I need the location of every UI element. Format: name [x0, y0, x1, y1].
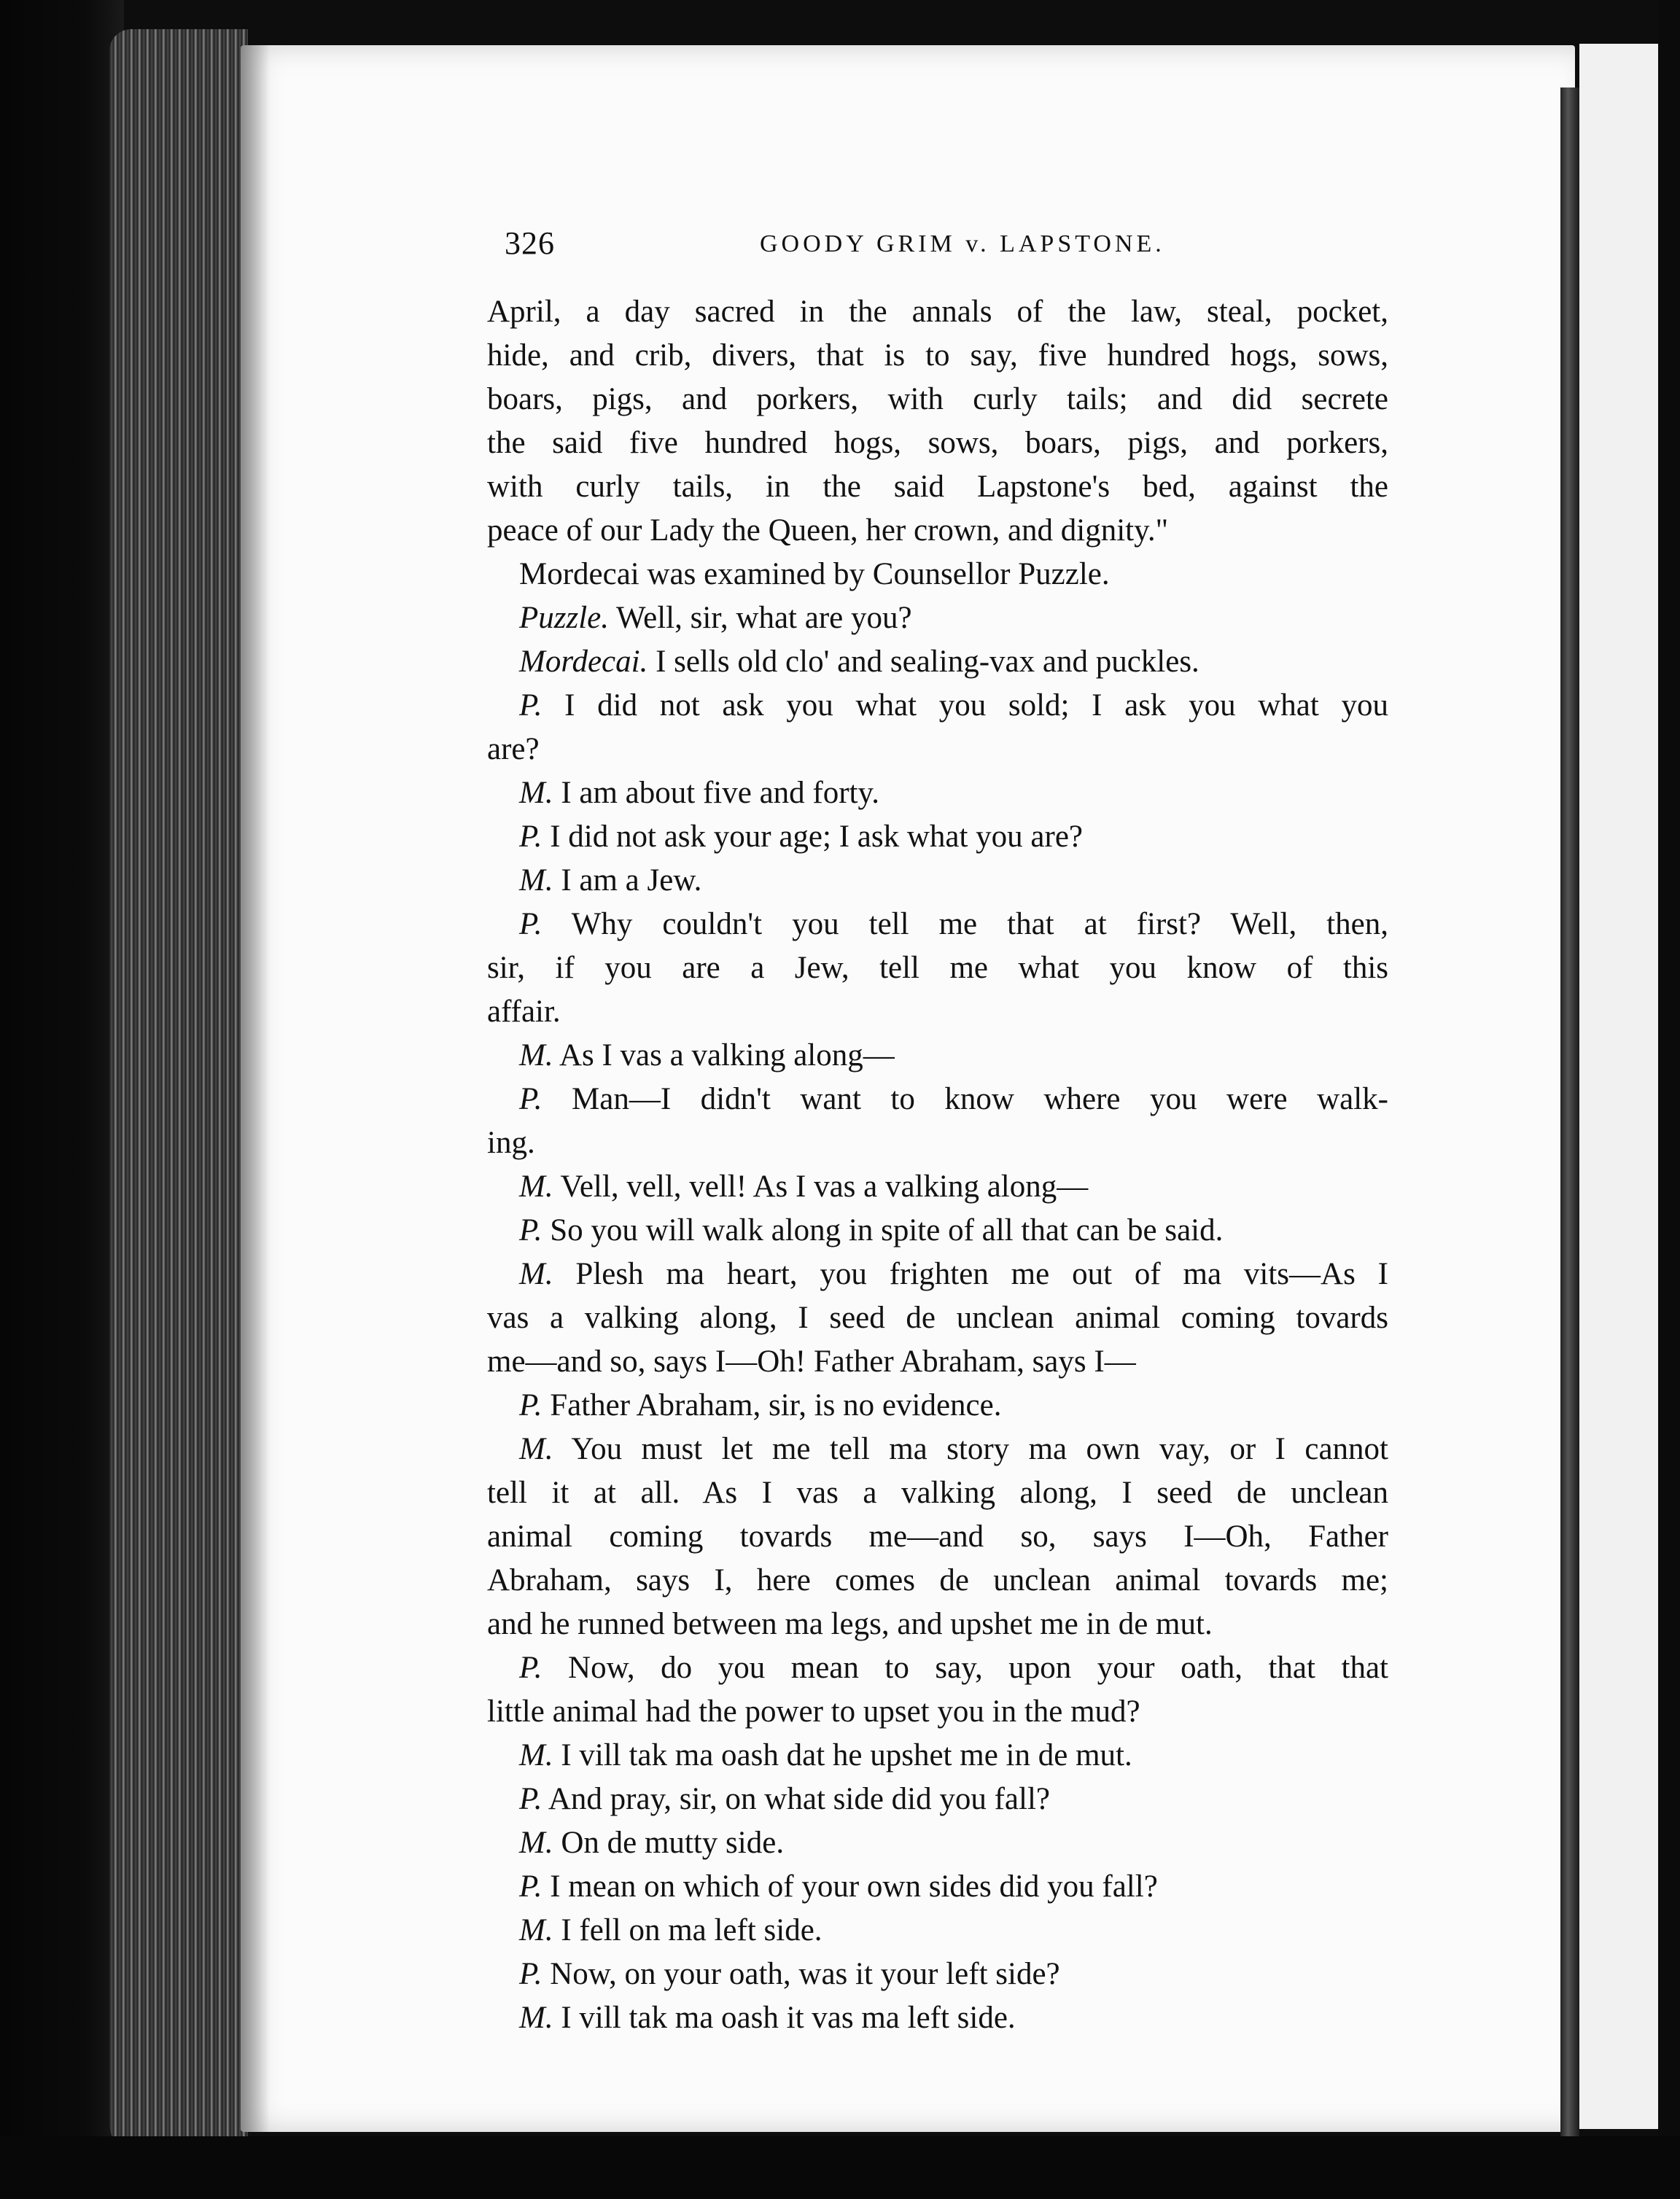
- speaker-label: Mordecai.: [519, 645, 648, 679]
- line-text: Man—I didn't want to know where you were walk-: [542, 1082, 1388, 1116]
- line-text: I am a Jew.: [553, 863, 702, 898]
- line-text: Abraham, says I, here comes de unclean animal tovards me;: [487, 1563, 1388, 1597]
- text-line: [487, 553, 1388, 596]
- speaker-label: M.: [519, 1432, 553, 1466]
- line-text: I did not ask your age; I ask what you are?: [542, 820, 1084, 854]
- speaker-label: P.: [519, 1213, 542, 1248]
- speaker-label: M.: [519, 1257, 553, 1291]
- line-text: animal coming tovards me—and so, says I—Oh, Father: [487, 1519, 1388, 1554]
- line-text: Well, sir, what are you?: [609, 601, 912, 635]
- line-text: affair.: [487, 995, 561, 1029]
- text-line: [487, 1865, 1388, 1909]
- text-line: [487, 728, 1388, 771]
- text-line: [487, 334, 1388, 378]
- text-line: [487, 684, 1388, 728]
- facing-page-spine: [1560, 87, 1579, 2144]
- line-text: You must let me tell ma story ma own vay, or I cannot: [553, 1432, 1388, 1466]
- speaker-label: M.: [519, 1038, 553, 1073]
- text-line: [487, 1296, 1388, 1340]
- line-text: I vill tak ma oash it vas ma left side.: [553, 2001, 1016, 2035]
- text-line: [487, 421, 1388, 465]
- facing-page-sliver: [1579, 44, 1658, 2129]
- speaker-label: P.: [519, 820, 542, 854]
- text-line: [487, 1515, 1388, 1559]
- line-text: and he runned between ma legs, and upshet me in de mut.: [487, 1607, 1213, 1641]
- text-line: [487, 290, 1388, 334]
- line-text: And pray, sir, on what side did you fall?: [542, 1782, 1050, 1816]
- text-line: [487, 1471, 1388, 1515]
- line-text: As I vas a valking along—: [553, 1038, 895, 1073]
- text-line: [487, 903, 1388, 946]
- text-line: [487, 1078, 1388, 1121]
- scanner-border-right: [1658, 0, 1680, 2199]
- text-line: [487, 859, 1388, 903]
- line-text: Father Abraham, sir, is no evidence.: [542, 1388, 1002, 1422]
- text-line: [487, 1209, 1388, 1253]
- speaker-label: P.: [519, 1869, 542, 1904]
- speaker-label: P.: [519, 1082, 542, 1116]
- text-line: [487, 771, 1388, 815]
- text-line: [487, 1603, 1388, 1646]
- line-text: me—and so, says I—Oh! Father Abraham, says I—: [487, 1344, 1136, 1379]
- line-text: Vell, vell, vell! As I vas a valking along—: [553, 1169, 1089, 1204]
- line-text: Why couldn't you tell me that at first? Well, then,: [542, 907, 1388, 941]
- scanner-border-bottom: [0, 2136, 1680, 2199]
- text-line: [487, 946, 1388, 990]
- line-text: hide, and crib, divers, that is to say, five hundred hogs, sows,: [487, 338, 1388, 373]
- text-line: [487, 596, 1388, 640]
- gutter-shadow: [241, 45, 270, 2132]
- speaker-label: Puzzle.: [519, 601, 610, 635]
- line-text: Now, do you mean to say, upon your oath, that that: [542, 1651, 1388, 1685]
- text-line: [487, 1953, 1388, 1996]
- text-line: [487, 1646, 1388, 1690]
- text-line: [487, 990, 1388, 1034]
- text-line: [487, 1384, 1388, 1428]
- speaker-label: P.: [519, 907, 542, 941]
- text-line: [487, 1121, 1388, 1165]
- line-text: little animal had the power to upset you in the mud?: [487, 1694, 1140, 1729]
- text-line: [487, 1165, 1388, 1209]
- line-text: the said five hundred hogs, sows, boars, pigs, and porkers,: [487, 426, 1388, 460]
- line-text: On de mutty side.: [553, 1826, 785, 1860]
- line-text: vas a valking along, I seed de unclean animal coming tovards: [487, 1301, 1388, 1335]
- text-line: [487, 1734, 1388, 1778]
- text-line: [487, 1821, 1388, 1865]
- text-line: [487, 1428, 1388, 1471]
- body-text: [487, 290, 1388, 2040]
- text-line: [487, 1559, 1388, 1603]
- speaker-label: P.: [519, 688, 542, 723]
- speaker-label: P.: [519, 1957, 542, 1991]
- book-page-edges: [109, 29, 248, 2165]
- line-text: I did not ask you what you sold; I ask you what you: [542, 688, 1388, 723]
- text-line: [487, 1909, 1388, 1953]
- text-line: [487, 1778, 1388, 1821]
- text-line: [487, 378, 1388, 421]
- text-line: [487, 1034, 1388, 1078]
- line-text: I fell on ma left side.: [553, 1913, 822, 1947]
- line-text: Now, on your oath, was it your left side?: [542, 1957, 1060, 1991]
- speaker-label: M.: [519, 2001, 553, 2035]
- line-text: Mordecai was examined by Counsellor Puzzle.: [519, 557, 1110, 591]
- line-text: ing.: [487, 1126, 535, 1160]
- line-text: I sells old clo' and sealing-vax and puckles.: [648, 645, 1199, 679]
- text-line: [487, 815, 1388, 859]
- speaker-label: P.: [519, 1782, 542, 1816]
- line-text: peace of our Lady the Queen, her crown, and dignity.": [487, 513, 1169, 548]
- speaker-label: M.: [519, 863, 553, 898]
- speaker-label: M.: [519, 1738, 553, 1772]
- text-line: [487, 465, 1388, 509]
- text-line: [487, 640, 1388, 684]
- line-text: April, a day sacred in the annals of the law, steal, pocket,: [487, 295, 1388, 329]
- text-line: [487, 1690, 1388, 1734]
- line-text: sir, if you are a Jew, tell me what you know of this: [487, 951, 1388, 985]
- running-title: GOODY GRIM v. LAPSTONE.: [760, 230, 1165, 257]
- text-line: [487, 509, 1388, 553]
- text-line: [487, 1340, 1388, 1384]
- line-text: are?: [487, 732, 540, 766]
- text-line: [487, 1996, 1388, 2040]
- scanner-border-left: [0, 0, 124, 2199]
- speaker-label: P.: [519, 1651, 542, 1685]
- speaker-label: M.: [519, 1169, 553, 1204]
- line-text: tell it at all. As I vas a valking along, I seed de unclean: [487, 1476, 1388, 1510]
- speaker-label: M.: [519, 1913, 553, 1947]
- line-text: with curly tails, in the said Lapstone's bed, against the: [487, 470, 1388, 504]
- line-text: Plesh ma heart, you frighten me out of ma vits—As I: [553, 1257, 1388, 1291]
- speaker-label: M.: [519, 1826, 553, 1860]
- speaker-label: M.: [519, 776, 553, 810]
- line-text: I vill tak ma oash dat he upshet me in de mut.: [553, 1738, 1132, 1772]
- line-text: I mean on which of your own sides did you fall?: [542, 1869, 1158, 1904]
- line-text: I am about five and forty.: [553, 776, 879, 810]
- page-number: 326: [505, 225, 555, 261]
- line-text: boars, pigs, and porkers, with curly tails; and did secrete: [487, 382, 1388, 416]
- speaker-label: P.: [519, 1388, 542, 1422]
- line-text: So you will walk along in spite of all that can be said.: [542, 1213, 1224, 1248]
- page-header: [505, 225, 1387, 268]
- text-line: [487, 1253, 1388, 1296]
